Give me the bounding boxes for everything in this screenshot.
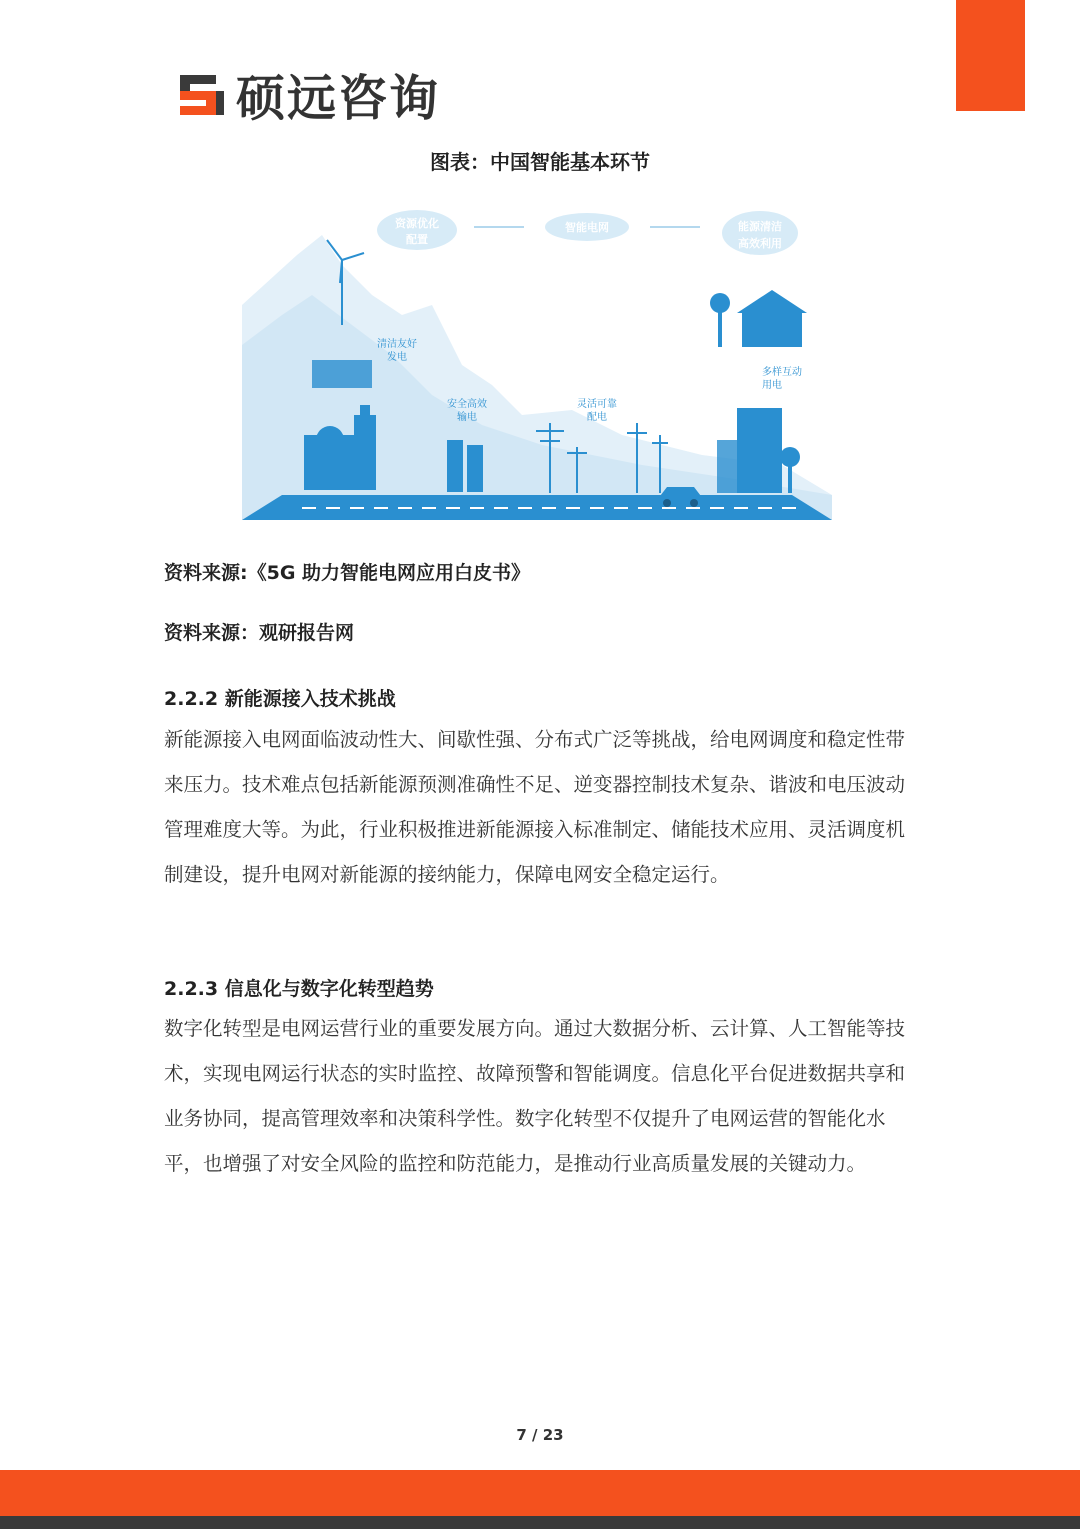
section-heading-2-2-2: 2.2.2 新能源接入技术挑战 — [164, 688, 396, 710]
gen-label-2: 发电 — [387, 352, 407, 363]
gen-label-1: 清洁友好 — [377, 339, 417, 350]
cloud-3 — [722, 211, 798, 255]
source-line-1: 资料来源:《5G 助力智能电网应用白皮书》 — [164, 562, 531, 584]
cloud-1-line-1: 资源优化 — [395, 217, 439, 230]
section-heading-2-2-3: 2.2.3 信息化与数字化转型趋势 — [164, 978, 434, 1000]
brand-name: 硕远咨询 — [236, 70, 441, 127]
brand-logo — [176, 60, 440, 130]
page-number: 7 / 23 — [516, 1426, 564, 1444]
cloud-2-line-1: 智能电网 — [565, 221, 609, 234]
footer-bar — [0, 1470, 1080, 1516]
smart-grid-illustration — [242, 195, 832, 525]
use-label-1: 多样互动 — [762, 367, 802, 378]
section-body-2-2-2: 新能源接入电网面临波动性大、间歇性强、分布式广泛等挑战，给电网调度和稳定性带来压力。技术难点包括新能源预测准确性不足、逆变器控制技术复杂、谐波和电压波动管理难度大等。为此，行业积极推进新能源接入标准制定、储能技术应用、灵活调度机制建设，提升电网对新能源的接纳能力，保障电网安全稳定运行。 — [164, 728, 906, 886]
source-line-2: 资料来源：观研报告网 — [164, 622, 355, 644]
use-label-2: 用电 — [762, 380, 782, 391]
section-body-2-2-3: 数字化转型是电网运营行业的重要发展方向。通过大数据分析、云计算、人工智能等技术，实现电网运行状态的实时监控、故障预警和智能调度。信息化平台促进数据共享和业务协同，提高管理效率和决策科学性。数字化转型不仅提升了电网运营的智能化水平，也增强了对安全风险的监控和防范能力，是推动行业高质量发展的关键动力。 — [164, 1017, 906, 1175]
cloud-1-line-2: 配置 — [406, 233, 428, 246]
trans-label-1: 安全高效 — [447, 399, 487, 410]
dist-label-2: 配电 — [587, 412, 607, 423]
cloud-1 — [377, 210, 457, 250]
cloud-3-line-1: 能源清洁 — [738, 220, 782, 233]
house-icon — [710, 290, 807, 347]
cloud-3-line-2: 高效利用 — [738, 237, 782, 250]
trans-label-2: 输电 — [457, 412, 477, 423]
corner-tab — [956, 0, 1025, 111]
footer-bar-dark — [0, 1516, 1080, 1529]
dist-label-1: 灵活可靠 — [577, 399, 617, 410]
figure-title: 图表：中国智能基本环节 — [430, 150, 650, 174]
cloud-2 — [545, 213, 629, 241]
logo-mark-icon — [176, 71, 228, 119]
